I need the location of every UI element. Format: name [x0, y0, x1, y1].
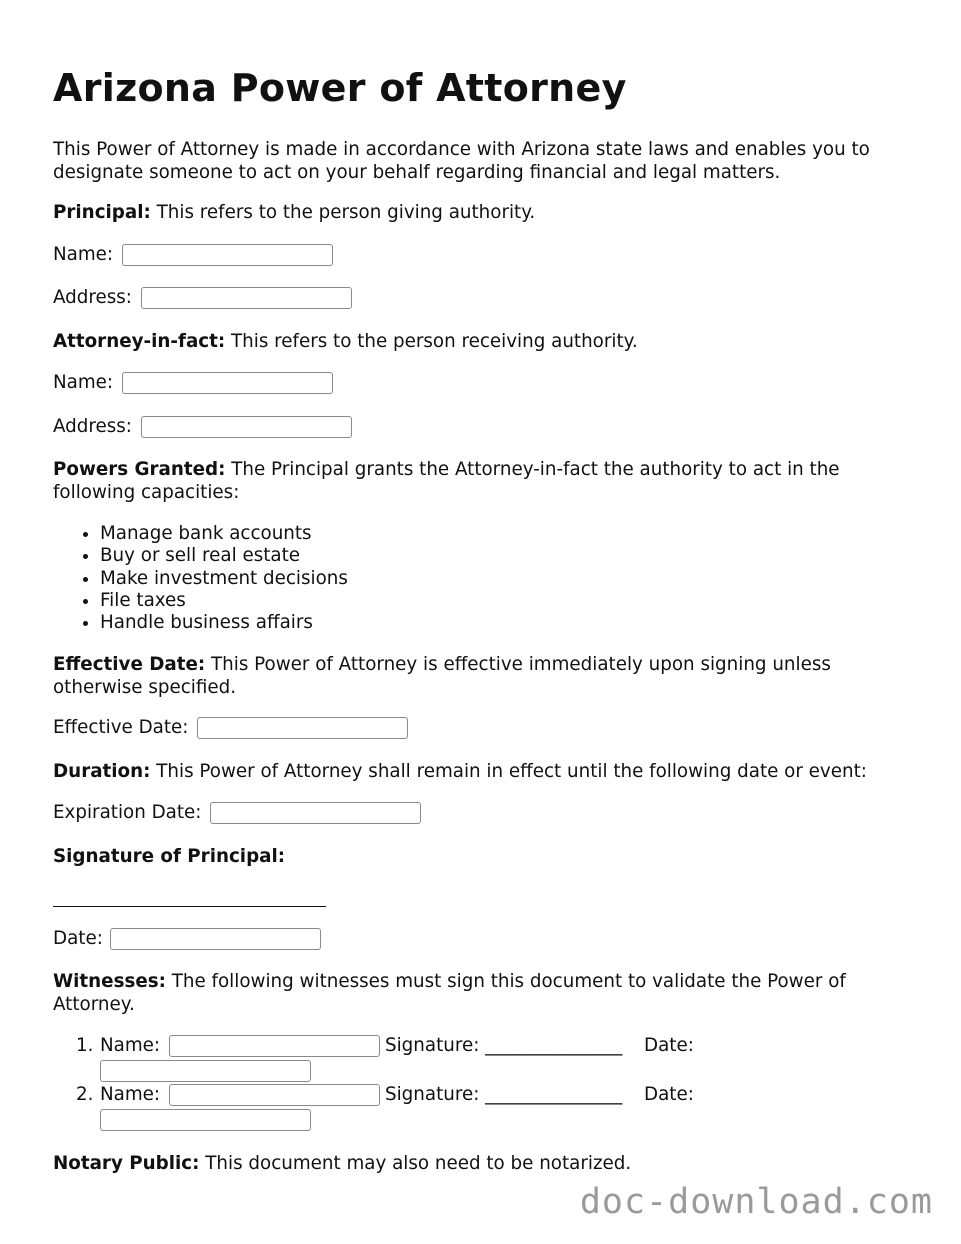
- witness-2-name-field[interactable]: [169, 1084, 380, 1106]
- witnesses-text: The following witnesses must sign this document to validate the Power of Attorney.: [53, 971, 846, 1015]
- principal-heading: Principal:: [53, 202, 151, 223]
- document-title: Arizona Power of Attorney: [53, 66, 627, 110]
- duration-heading: Duration:: [53, 761, 151, 782]
- notary-text: This document may also need to be notarized.: [199, 1153, 632, 1174]
- witness-1-name-field[interactable]: [169, 1035, 380, 1057]
- witness-2-name-label: Name:: [100, 1084, 161, 1105]
- witness-2-date-field[interactable]: [100, 1109, 311, 1131]
- effective-date-label: Effective Date:: [53, 717, 189, 738]
- principal-text: This refers to the person giving authority.: [150, 202, 536, 223]
- effective-section: [53, 654, 913, 699]
- principal-address-field[interactable]: [141, 287, 352, 309]
- signature-date-field[interactable]: [110, 928, 321, 950]
- attorney-section: [53, 331, 913, 354]
- powers-text: The Principal grants the Attorney-in-fact the authority to act in the following capacities:: [53, 459, 840, 503]
- powers-section: [53, 459, 913, 504]
- witness-1-signature-label: Signature: _______________: [385, 1035, 623, 1056]
- principal-address-label: Address:: [53, 287, 132, 308]
- powers-list: [53, 523, 348, 634]
- signature-date-label: Date:: [53, 928, 103, 949]
- attorney-name-field[interactable]: [122, 372, 333, 394]
- witness-1-name-label: Name:: [100, 1035, 161, 1056]
- principal-section: [53, 202, 913, 225]
- intro-paragraph: This Power of Attorney is made in accordance with Arizona state laws and enables you to designate someone to act on your behalf regarding financial and legal matters.: [53, 139, 870, 183]
- list-item: • Make investment decisions: [100, 568, 348, 590]
- witness-2-number: 2.: [76, 1084, 94, 1105]
- list-item: • Manage bank accounts: [100, 523, 348, 545]
- witness-2-signature-label: Signature: _______________: [385, 1084, 623, 1105]
- notary-section: [53, 1153, 913, 1176]
- powers-heading: Powers Granted:: [53, 459, 226, 480]
- witnesses-section: [53, 971, 913, 1016]
- attorney-text: This refers to the person receiving authority.: [225, 331, 638, 352]
- signature-heading: Signature of Principal:: [53, 846, 286, 867]
- list-item: • File taxes: [100, 590, 348, 612]
- signature-line[interactable]: [53, 906, 326, 907]
- witness-1-date-field[interactable]: [100, 1060, 311, 1082]
- expiration-date-field[interactable]: [210, 802, 421, 824]
- watermark: doc-download.com: [579, 1182, 933, 1222]
- witnesses-heading: Witnesses:: [53, 971, 166, 992]
- signature-section: [53, 846, 913, 869]
- attorney-heading: Attorney-in-fact:: [53, 331, 226, 352]
- duration-section: [53, 761, 913, 784]
- list-item: • Buy or sell real estate: [100, 545, 348, 567]
- witness-2-date-label: Date:: [644, 1084, 694, 1105]
- witness-1-date-label: Date:: [644, 1035, 694, 1056]
- principal-name-field[interactable]: [122, 244, 333, 266]
- witness-1-number: 1.: [76, 1035, 94, 1056]
- principal-name-label: Name:: [53, 244, 114, 265]
- attorney-address-field[interactable]: [141, 416, 352, 438]
- effective-heading: Effective Date:: [53, 654, 206, 675]
- effective-date-field[interactable]: [197, 717, 408, 739]
- effective-text: This Power of Attorney is effective immediately upon signing unless otherwise specified.: [53, 654, 831, 698]
- list-item: • Handle business affairs: [100, 612, 348, 634]
- expiration-date-label: Expiration Date:: [53, 802, 202, 823]
- duration-text: This Power of Attorney shall remain in effect until the following date or event:: [150, 761, 867, 782]
- attorney-name-label: Name:: [53, 372, 114, 393]
- attorney-address-label: Address:: [53, 416, 132, 437]
- notary-heading: Notary Public:: [53, 1153, 200, 1174]
